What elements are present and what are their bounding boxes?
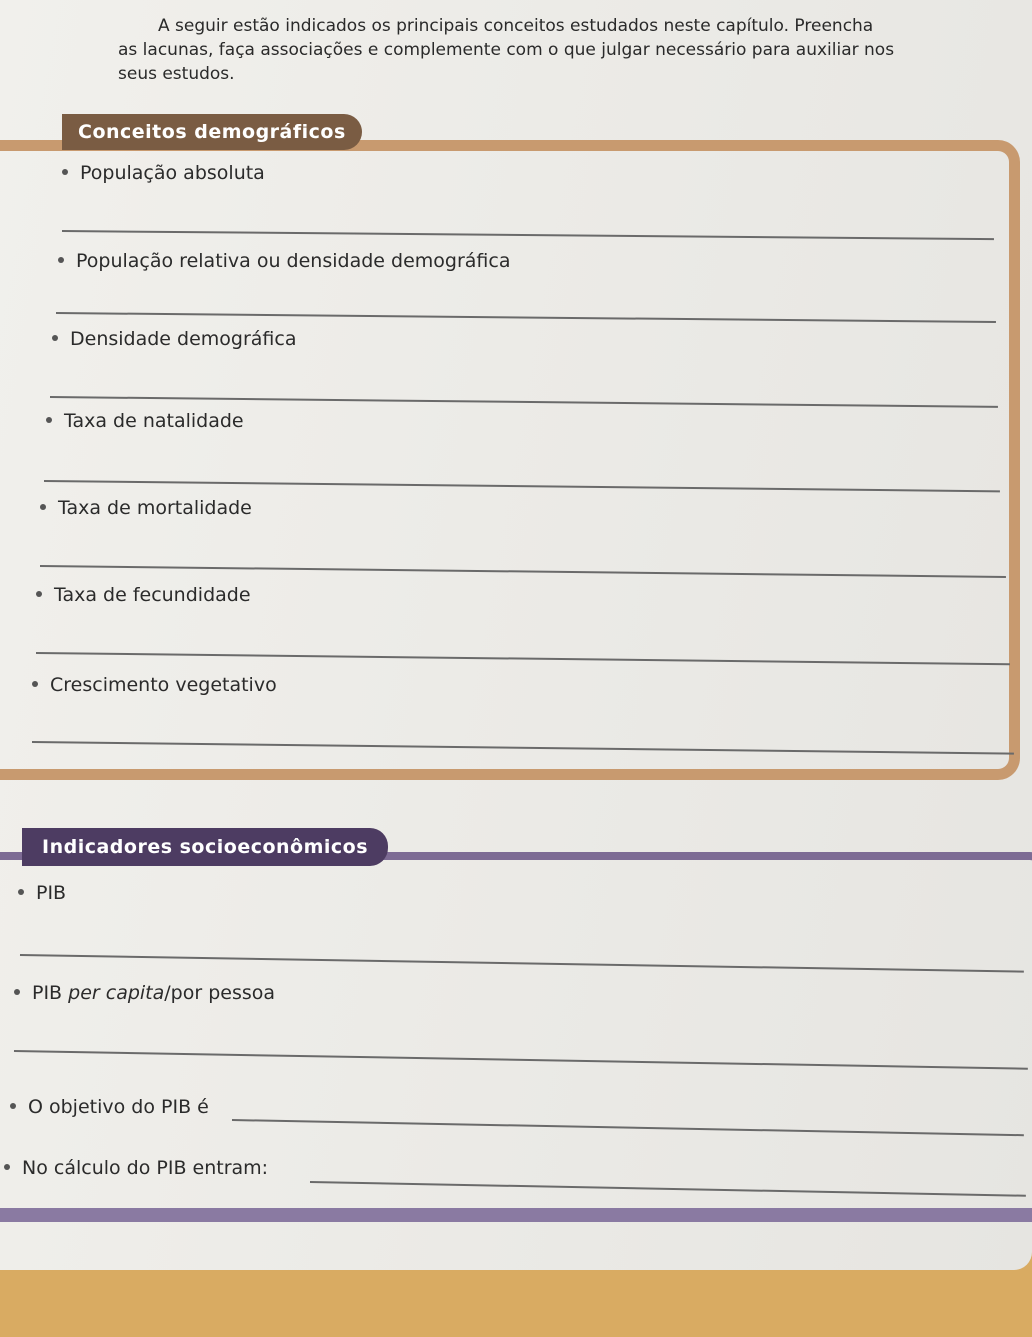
- bullet-icon: [46, 417, 52, 423]
- indicator-item-pib-per-capita: PIB per capita/por pessoa: [14, 982, 275, 1004]
- bullet-icon: [62, 169, 68, 175]
- instructions-line-3: seus estudos.: [118, 64, 235, 84]
- demographic-concepts-title: Conceitos demográficos: [62, 114, 362, 150]
- socioeconomic-indicators-title: Indicadores socioeconômicos: [22, 828, 388, 866]
- indicator-item-objetivo: O objetivo do PIB é: [10, 1096, 209, 1118]
- concept-item: População absoluta: [62, 162, 265, 184]
- concept-item: Taxa de fecundidade: [36, 584, 251, 606]
- indicator-item-pib: PIB: [18, 882, 66, 904]
- bullet-icon: [14, 989, 20, 995]
- bullet-icon: [10, 1103, 16, 1109]
- bullet-icon: [18, 889, 24, 895]
- concept-item: Taxa de natalidade: [46, 410, 244, 432]
- instructions-line-2: as lacunas, faça associações e complemente com o que julgar necessário para auxiliar nos: [118, 40, 895, 60]
- bullet-icon: [40, 504, 46, 510]
- instructions-line-1: A seguir estão indicados os principais conceitos estudados neste capítulo. Preencha: [158, 16, 874, 36]
- indicator-item-calculo: No cálculo do PIB entram:: [4, 1157, 268, 1179]
- bullet-icon: [4, 1164, 10, 1170]
- concept-item: Densidade demográfica: [52, 328, 297, 350]
- bullet-icon: [52, 335, 58, 341]
- instructions: [118, 14, 998, 86]
- bullet-icon: [58, 257, 64, 263]
- bullet-icon: [32, 681, 38, 687]
- concept-item: População relativa ou densidade demográfica: [58, 250, 510, 272]
- bullet-icon: [36, 591, 42, 597]
- concept-item: Crescimento vegetativo: [32, 674, 277, 696]
- concept-item: Taxa de mortalidade: [40, 497, 252, 519]
